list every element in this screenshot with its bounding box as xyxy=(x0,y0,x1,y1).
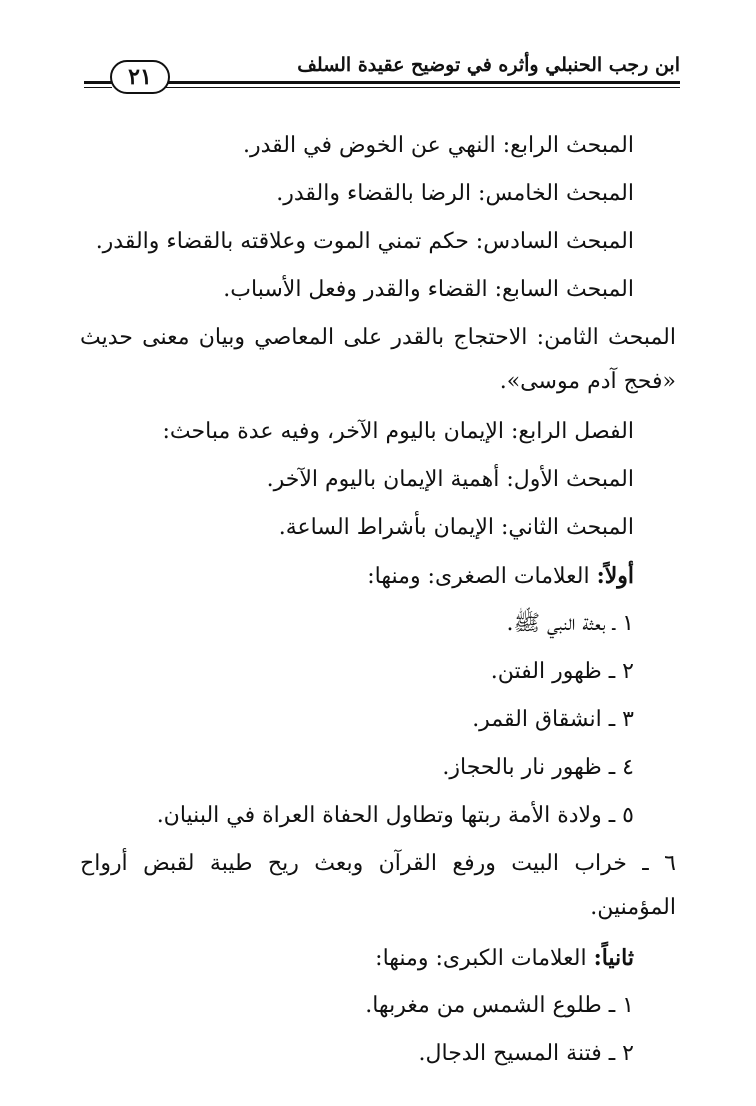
page-body xyxy=(80,122,676,1078)
section-heading-minor xyxy=(80,552,676,600)
text-line: المبحث الأول: أهمية الإيمان باليوم الآخر. xyxy=(266,467,634,492)
text-line: المبحث الثامن: الاحتجاج بالقدر على المعاصي وبيان معنى حديث xyxy=(80,325,676,350)
list-item: ٦ ـ خراب البيت ورفع القرآن وبعث ريح طيبة لقبض أرواح xyxy=(80,851,676,876)
label-first: أولاً: xyxy=(596,563,634,589)
list-item: ٢ ـ ظهور الفتن. xyxy=(490,659,634,684)
text-line: المبحث السابع: القضاء والقدر وفعل الأسباب. xyxy=(223,277,634,302)
page-number: ٢١ xyxy=(110,60,170,94)
page-header xyxy=(84,50,680,94)
list-item: ٣ ـ انشقاق القمر. xyxy=(472,707,634,732)
minor-signs-heading: العلامات الصغرى: ومنها: xyxy=(367,564,590,589)
text-line: المؤمنين. xyxy=(590,895,676,920)
text-line: المبحث الرابع: النهي عن الخوض في القدر. xyxy=(243,133,634,158)
running-title: ابن رجب الحنبلي وأثره في توضيح عقيدة السلف xyxy=(297,54,680,76)
list-item: ١ ـ بعثة النبي ﷺ. xyxy=(506,611,634,636)
major-signs-heading: العلامات الكبرى: ومنها: xyxy=(375,946,587,971)
header-rule xyxy=(166,81,680,88)
list-item: ١ ـ طلوع الشمس من مغربها. xyxy=(365,993,634,1018)
list-item: ٢ ـ فتنة المسيح الدجال. xyxy=(418,1041,634,1066)
section-heading-major xyxy=(80,934,676,982)
text-line: «فحج آدم موسى». xyxy=(499,369,676,394)
text-line: المبحث الثاني: الإيمان بأشراط الساعة. xyxy=(278,515,634,540)
text-line: المبحث الخامس: الرضا بالقضاء والقدر. xyxy=(276,181,634,206)
header-rule-left xyxy=(84,81,112,88)
text-line: المبحث السادس: حكم تمني الموت وعلاقته بالقضاء والقدر. xyxy=(95,229,634,254)
list-item: ٥ ـ ولادة الأمة ربتها وتطاول الحفاة العراة في البنيان. xyxy=(156,803,634,828)
label-second: ثانياً: xyxy=(593,945,634,971)
list-item: ٤ ـ ظهور نار بالحجاز. xyxy=(442,755,634,780)
chapter-heading: الفصل الرابع: الإيمان باليوم الآخر، وفيه عدة مباحث: xyxy=(162,419,634,444)
